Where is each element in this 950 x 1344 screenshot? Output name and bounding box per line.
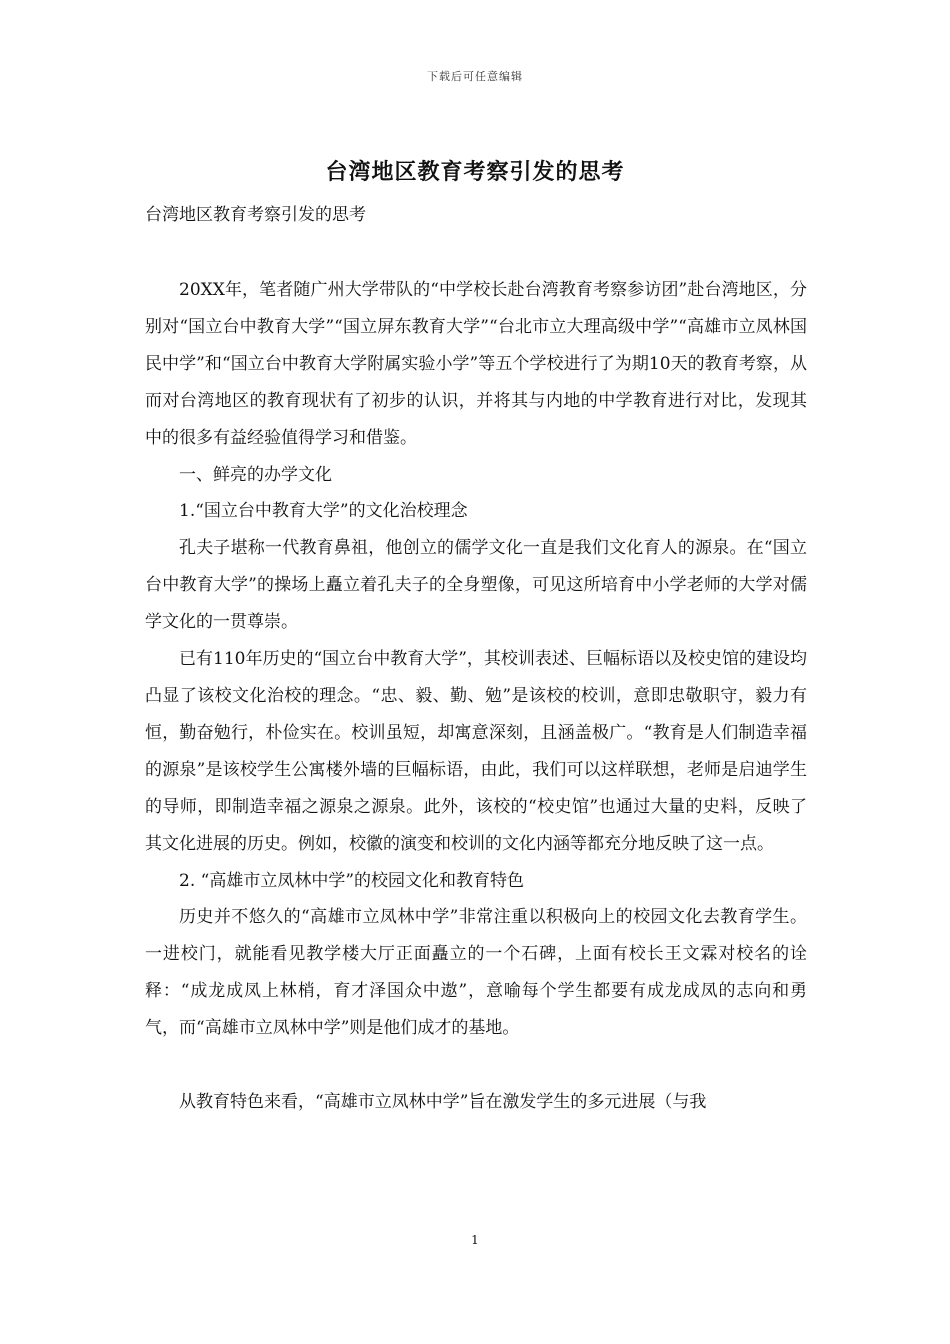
document-body [145, 272, 807, 1121]
page-header-note: 下载后可任意编辑 [427, 70, 523, 83]
page-number: 1 [471, 1233, 479, 1247]
document-subtitle: 台湾地区教育考察引发的思考 [145, 205, 366, 225]
paragraph: 已有110年历史的“国立台中教育大学”，其校训表述、巨幅标语以及校史馆的建设均凸显了该校文化治校的理念。“忠、毅、勤、勉”是该校的校训，意即忠敬职守，毅力有恒，勤奋勉行，朴俭实在。校训虽短，却寓意深刻，且涵盖极广。“教育是人们制造幸福的源泉”是该校学生公寓楼外墙的巨幅标语，由此，我们可以这样联想，老师是启迪学生的导师，即制造幸福之源泉之源泉。此外，该校的“校史馆”也通过大量的史料，反映了其文化进展的历史。例如，校徽的演变和校训的文化内涵等都充分地反映了这一点。 [145, 649, 807, 854]
subsection-heading: 1.“国立台中教育大学”的文化治校理念 [179, 501, 468, 522]
paragraph: 从教育特色来看，“高雄市立凤林中学”旨在激发学生的多元进展（与我 [179, 1091, 707, 1112]
paragraph-intro: 20XX年，笔者随广州大学带队的“中学校长赴台湾教育考察参访团”赴台湾地区，分别对“国立台中教育大学”“国立屏东教育大学”“台北市立大理高级中学”“高雄市立凤林国民中学”和“国立台中教育大学附属实验小学”等五个学校进行了为期10天的教育考察，从而对台湾地区的教育现状有了初步的认识，并将其与内地的中学教育进行对比，发现其中的很多有益经验值得学习和借鉴。 [145, 280, 807, 448]
subsection-heading: 2. “高雄市立凤林中学”的校园文化和教育特色 [179, 870, 525, 891]
paragraph: 历史并不悠久的“高雄市立凤林中学”非常注重以积极向上的校园文化去教育学生。一进校门，就能看见教学楼大厅正面矗立的一个石碑，上面有校长王文霖对校名的诠释：“成龙成凤上林梢，育才泽国众中遨”，意喻每个学生都要有成龙成凤的志向和勇气，而“高雄市立凤林中学”则是他们成才的基地。 [145, 907, 807, 1039]
section-heading: 一、鲜亮的办学文化 [179, 464, 332, 485]
paragraph: 孔夫子堪称一代教育鼻祖，他创立的儒学文化一直是我们文化育人的源泉。在“国立台中教育大学”的操场上矗立着孔夫子的全身塑像，可见这所培育中小学老师的大学对儒学文化的一贯尊崇。 [145, 538, 807, 633]
document-title: 台湾地区教育考察引发的思考 [325, 159, 625, 185]
